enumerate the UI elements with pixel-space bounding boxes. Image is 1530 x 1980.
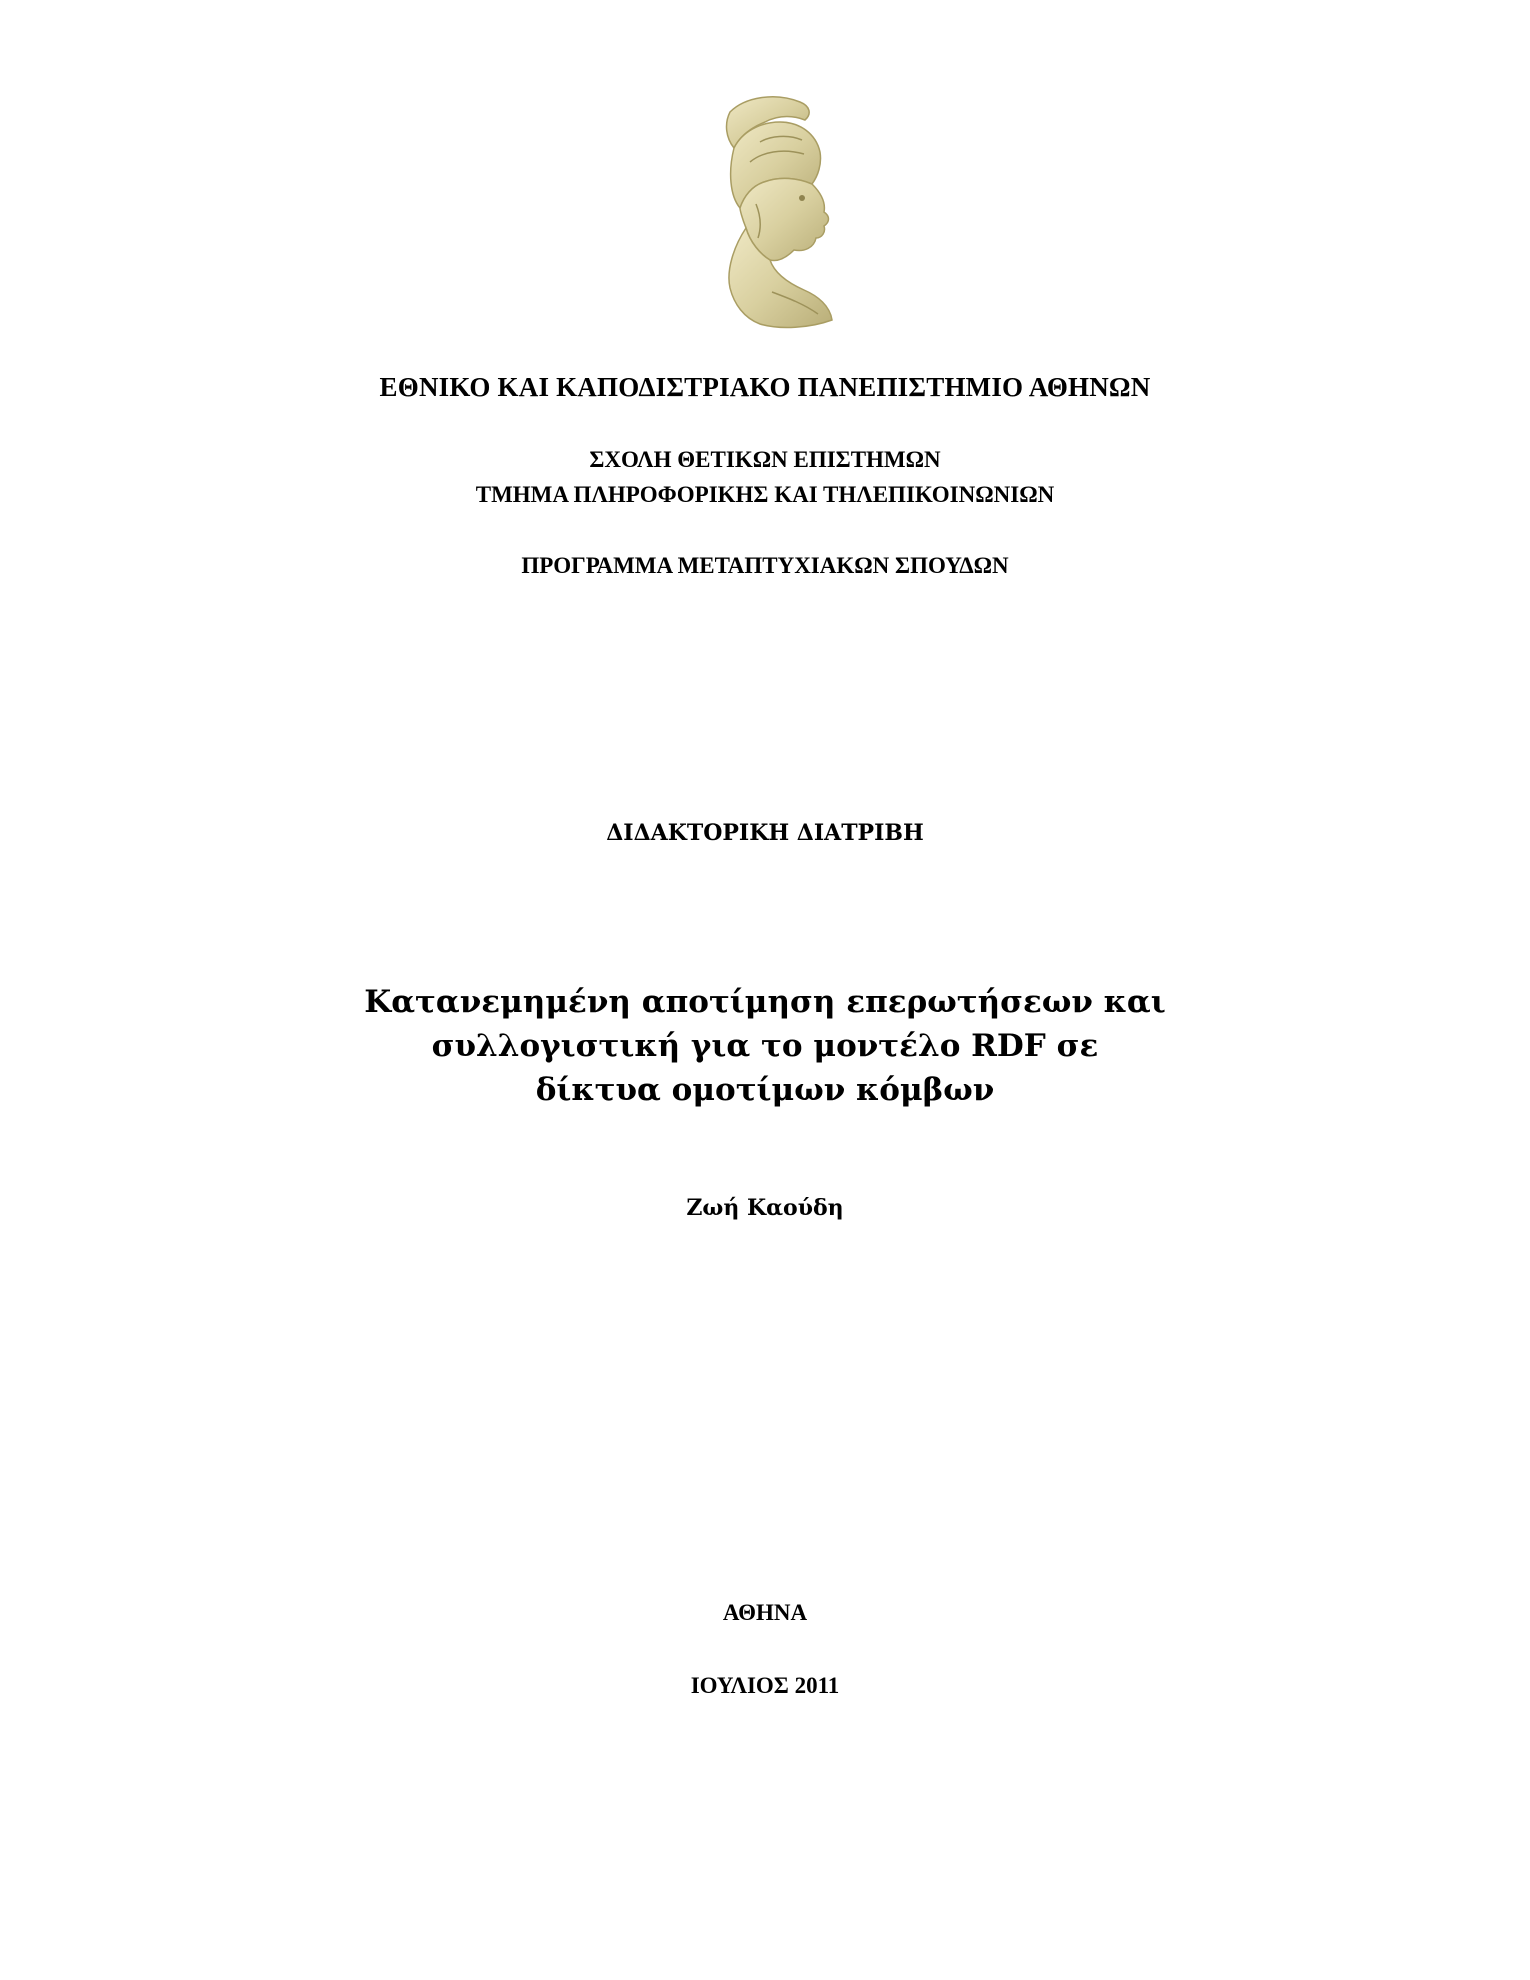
date: ΙΟΥΛΙΟΣ 2011	[690, 1673, 840, 1698]
school-name: ΣΧΟΛΗ ΘΕΤΙΚΩΝ ΕΠΙΣΤΗΜΩΝ	[589, 447, 941, 472]
thesis-title	[0, 980, 1530, 1112]
thesis-title-line: Κατανεμημένη αποτίμηση επερωτήσεων και	[364, 984, 1166, 1020]
department-name: ΤΜΗΜΑ ΠΛΗΡΟΦΟΡΙΚΗΣ ΚΑΙ ΤΗΛΕΠΙΚΟΙΝΩΝΙΩΝ	[475, 482, 1055, 507]
thesis-title-line: συλλογιστική για το μοντέλο RDF σε	[431, 1028, 1099, 1064]
program-name: ΠΡΟΓΡΑΜΜΑ ΜΕΤΑΠΤΥΧΙΑΚΩΝ ΣΠΟΥΔΩΝ	[521, 553, 1009, 578]
athena-head-logo	[700, 92, 860, 332]
city: ΑΘΗΝΑ	[722, 1600, 808, 1625]
document-type: ΔΙΔΑΚΤΟΡΙΚΗ ΔΙΑΤΡΙΒΗ	[606, 820, 924, 846]
thesis-title-line: δίκτυα ομοτίμων κόμβων	[535, 1072, 995, 1108]
university-name: ΕΘΝΙΚΟ ΚΑΙ ΚΑΠΟΔΙΣΤΡΙΑΚΟ ΠΑΝΕΠΙΣΤΗΜΙΟ ΑΘΗΝΩΝ	[379, 372, 1151, 402]
author-name: Ζωή Καούδη	[686, 1195, 844, 1221]
